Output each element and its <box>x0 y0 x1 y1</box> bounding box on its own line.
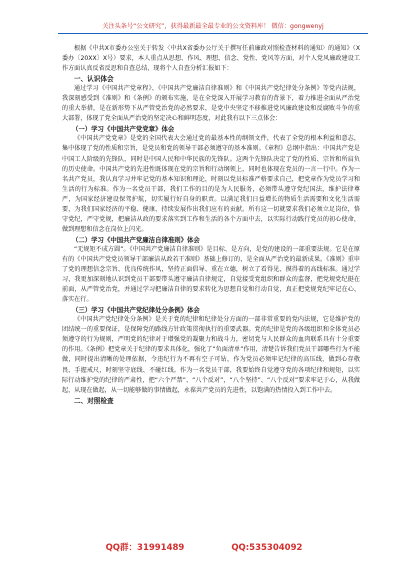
subsection2-heading: （二）学习《中国共产党廉洁自律准则》体会 <box>72 235 200 244</box>
subsection3-heading: （三）学习《中国共产党纪律处分条例》体会 <box>72 306 200 315</box>
subsection1-paragraph: 《中国共产党党章》是党的全国代表大会通过党的最基本性的纲领文件，代表了全党的根本利益和意志，集中体现了党的性质和宗旨，是党员和党的领导干部必须遵守的基本准则。《章程》总纲中指出：中国共产党是中国工人阶级的先锋队，同时是中国人民和中华民族的先锋队。这两个先锋队决定了党的性质、宗旨和所肩负的历史使命。中国共产党的先进性既体现在党的宗旨和行动纲领上，同时也体现在党员的一言一行中。作为一名共产党员，我认真学习并牢记党的基本知识和理论，时刻以党员标准严格要求自己，把党章作为党员学习和生活的行为标准。作为一名党员干部，我们工作的目的是为人民服务，必须带头遵守党纪国法，维护法律尊严，为国家经济建设保驾护航，切实履行好自身的职责。以满足我们日益增长的物质生活需要和文化生活需要，为我们国家经济的平稳、健康、持续发展作出我们应有的贡献。所有这一切就要求我们必须立足岗位，恪守党纪，严守党规，把廉洁从政的要求落实到工作和生活的各个方面中去，以实际行动践行党员的初心使命，做到理想和信念在岗位上闪光。 <box>62 135 360 233</box>
subsection3-paragraph: 《中国共产党纪律处分条例》是关于党的纪律和纪律处分方面的一部非常重要的党内法规，它是维护党的团结统一的重要保证，是保障党的路线方针政策贯彻执行的重要武器。党的纪律是党的各级组织和全体党员必须遵守的行为规则，严明党的纪律对于增强党的凝聚力和战斗力，密切党与人民群众的血肉联系具有十分重要的作用。《条例》把党章关于纪律的要求具体化，强化了“负面清单”作用，清楚告诉我们党员干部哪些行为不能做，同时提出清晰的处理依据，令违纪行为不再有空子可钻，作为党员必须牢记纪律的高压线，做到心存敬畏、手握戒尺，时刻坚守底线、不碰红线。作为一名党员干部，我要始终自觉遵守党的各项纪律和规矩，以实际行动维护党的纪律的严肃性，把“六个严禁”、“八个反对”，“八个坚持”、“八个反对”要求牢记于心，从我做起，从现在做起，从一切能够做的事情做起，永葆共产党员的先进性，以饱满的热情投入到工作中去。 <box>62 316 360 394</box>
section1-heading: 一、认识体会 <box>74 75 114 84</box>
qq-group-text: QQ群：31991489 <box>105 543 185 553</box>
page-header: 关注头条号“公文研究”，获得最新最全最专业的公文资料库！ 微信：gongwenyj <box>58 22 368 34</box>
qq-number-text: QQ:535304092 <box>231 543 303 553</box>
subsection1-heading: （一）学习《中国共产党党章》体会 <box>72 125 175 134</box>
section1-paragraph: 通过学习《中国共产党章程》、《中国共产党廉洁自律准则》和《中国共产党纪律处分条例》等党内法规，我深刻感受到《准则》和《条例》的颁布实施，是在全党深入开展学习教育的背景下，着力推进全面从严治党的重大举措，是在新形势下从严管党治党的必然要求，是党中央坚定不移推进党风廉政建设和反腐败斗争的重大部署，体现了党全面从严治党的坚定决心和鲜明态度，对此我有以下三点体会： <box>62 85 360 123</box>
page-footer <box>0 541 408 553</box>
subsection2-paragraph: “无规矩不成方圆”。《中国共产党廉洁自律准则》是目标、是方向，是党的建设的一部重要法规。它是在原有的《中国共产党党员领导干部廉洁从政若干准则》基础上修订的，是全面从严治党的最新成果。《准则》重申了党的理想信念宗旨、优良传统作风，坚持正面倡导、重在立德，树立了看得见、摸得着的高线标准。通过学习，我更加深刻地认识到党员干部要带头遵守廉洁自律规定，自觉接受党组织和群众的监督，把党规党纪挺在前面，从严管党治党，并通过学习把廉洁自律的要求转化为思想自觉和行动自觉，真正把党规党纪牢记在心、落实在行。 <box>62 245 360 304</box>
section2-heading: 二、对照检查 <box>74 396 114 405</box>
intro-paragraph: 根据《中共X市委办公室关于转发〈中共X省委办公厅关于撰写任前廉政对照检查材料的通知〉的通知》（X委办〔20XX〕X号）要求，本人重点从思想、作风、理想、信念、党性、党风等方面，对个人党风廉政建设工作方面认真反省反思和自查总结，现将个人自查分析汇报如下： <box>62 45 360 73</box>
document-body <box>62 44 360 406</box>
